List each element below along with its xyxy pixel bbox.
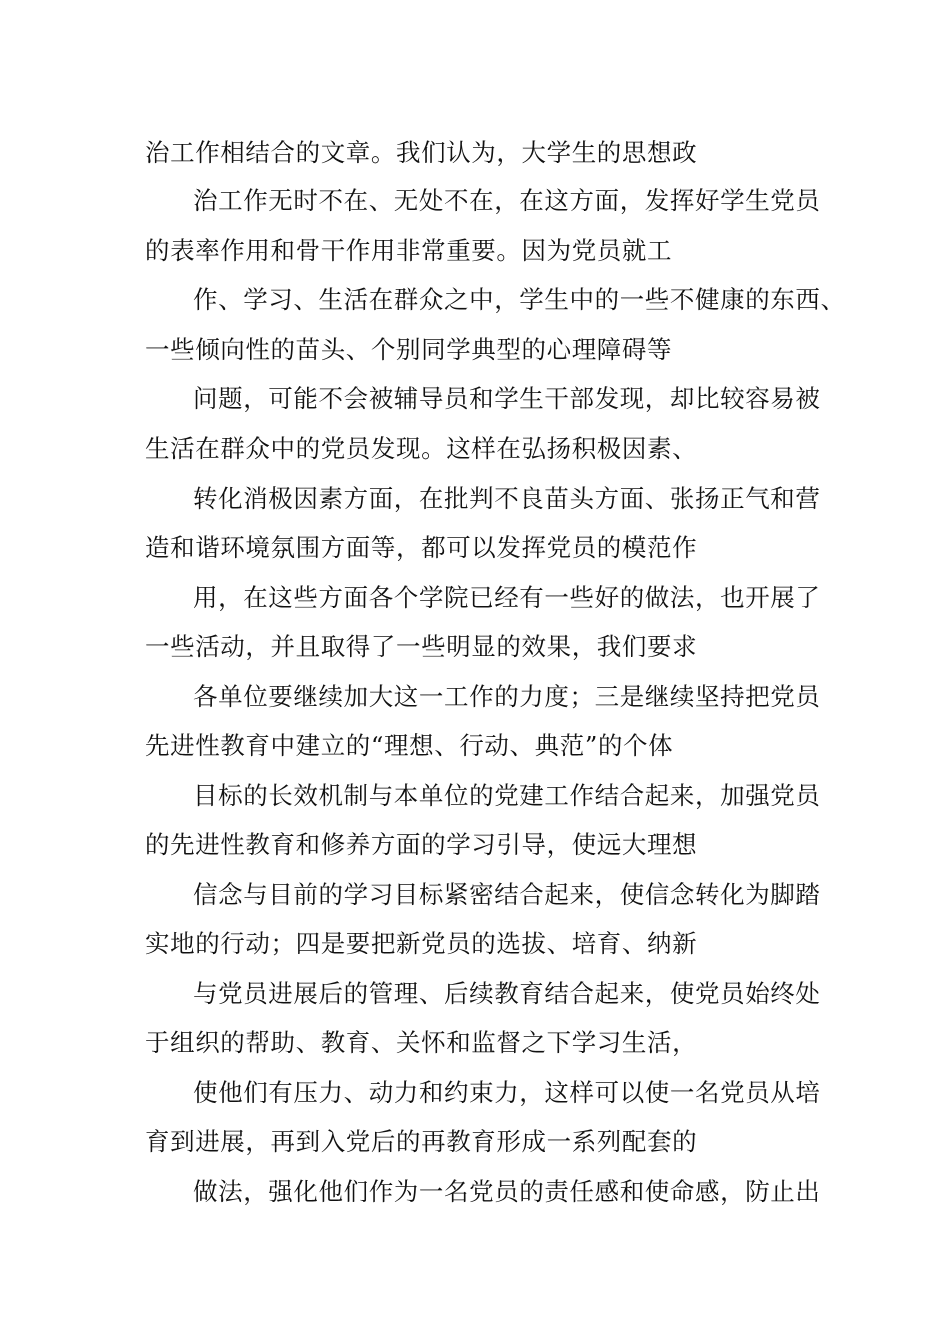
text-line-20: 使他们有压力、动力和约束力，这样可以使一名党员从培 bbox=[193, 1078, 821, 1107]
text-line-16: 信念与目前的学习目标紧密结合起来，使信念转化为脚踏 bbox=[193, 880, 821, 909]
text-line-22: 做法，强化他们作为一名党员的责任感和使命感，防止出 bbox=[193, 1177, 821, 1206]
text-line-19: 于组织的帮助、教育、关怀和监督之下学习生活， bbox=[145, 1028, 698, 1057]
text-line-10: 用，在这些方面各个学院已经有一些好的做法，也开展了 bbox=[193, 583, 821, 612]
text-line-7: 生活在群众中的党员发现。这样在弘扬积极因素、 bbox=[145, 434, 698, 463]
text-line-13: 先进性教育中建立的“理想、行动、典范”的个体 bbox=[145, 731, 674, 760]
text-line-17: 实地的行动；四是要把新党员的选拔、培育、纳新 bbox=[145, 929, 698, 958]
text-line-18: 与党员进展后的管理、后续教育结合起来，使党员始终处 bbox=[193, 979, 821, 1008]
text-line-2: 治工作无时不在、无处不在，在这方面，发挥好学生党员 bbox=[193, 186, 821, 215]
text-line-12: 各单位要继续加大这一工作的力度；三是继续坚持把党员 bbox=[193, 682, 821, 711]
text-line-14: 目标的长效机制与本单位的党建工作结合起来，加强党员 bbox=[193, 781, 821, 810]
text-line-1: 治工作相结合的文章。我们认为，大学生的思想政 bbox=[145, 138, 698, 167]
text-line-11: 一些活动，并且取得了一些明显的效果，我们要求 bbox=[145, 632, 698, 661]
text-line-9: 造和谐环境氛围方面等，都可以发挥党员的模范作 bbox=[145, 533, 698, 562]
text-line-3: 的表率作用和骨干作用非常重要。因为党员就工 bbox=[145, 236, 673, 265]
text-line-15: 的先进性教育和修养方面的学习引导，使远大理想 bbox=[145, 830, 698, 859]
text-line-5: 一些倾向性的苗头、个别同学典型的心理障碍等 bbox=[145, 335, 673, 364]
text-line-4: 作、学习、生活在群众之中，学生中的一些不健康的东西、 bbox=[193, 285, 846, 314]
text-line-8: 转化消极因素方面，在批判不良苗头方面、张扬正气和营 bbox=[193, 484, 821, 513]
text-line-6: 问题，可能不会被辅导员和学生干部发现，却比较容易被 bbox=[193, 384, 821, 413]
text-line-21: 育到进展，再到入党后的再教育形成一系列配套的 bbox=[145, 1127, 698, 1156]
